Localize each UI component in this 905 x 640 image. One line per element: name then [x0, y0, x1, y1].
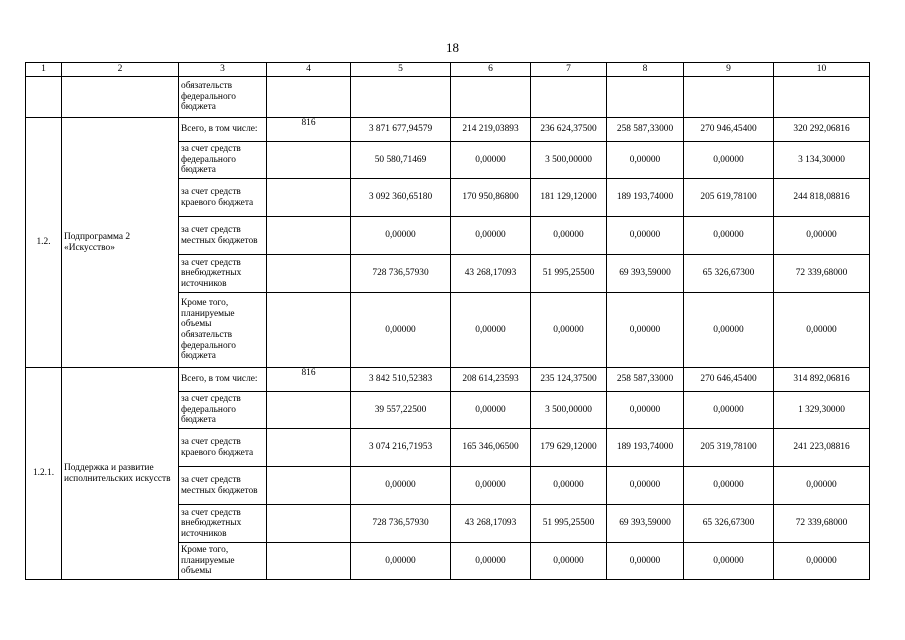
amount-cell: 3 500,00000	[531, 392, 607, 429]
amount-cell: 1 329,30000	[774, 392, 870, 429]
amount-cell: 0,00000	[774, 467, 870, 505]
code-cell	[267, 467, 351, 505]
amount-cell: 728 736,57930	[351, 505, 451, 543]
amount-cell	[531, 77, 607, 118]
section-id-cell: 1.2.	[26, 118, 62, 368]
amount-cell	[774, 77, 870, 118]
amount-cell: 51 995,25500	[531, 255, 607, 293]
amount-cell: 0,00000	[684, 293, 774, 368]
amount-cell	[684, 77, 774, 118]
amount-cell: 0,00000	[774, 543, 870, 580]
table-row	[26, 77, 870, 118]
table-row	[26, 368, 870, 392]
amount-cell: 0,00000	[351, 467, 451, 505]
amount-cell: 0,00000	[684, 543, 774, 580]
amount-cell: 0,00000	[531, 543, 607, 580]
amount-cell: 65 326,67300	[684, 505, 774, 543]
code-cell	[267, 505, 351, 543]
amount-cell: 51 995,25500	[531, 505, 607, 543]
amount-cell: 0,00000	[774, 293, 870, 368]
amount-cell: 3 134,30000	[774, 142, 870, 179]
amount-cell: 189 193,74000	[607, 179, 684, 217]
amount-cell: 179 629,12000	[531, 429, 607, 467]
funding-source-cell: за счет средств федерального бюджета	[179, 142, 267, 179]
code-cell	[267, 217, 351, 255]
amount-cell: 258 587,33000	[607, 368, 684, 392]
code-cell: 816	[267, 368, 351, 392]
code-cell	[267, 293, 351, 368]
funding-source-cell: за счет средств федерального бюджета	[179, 392, 267, 429]
amount-cell: 3 092 360,65180	[351, 179, 451, 217]
funding-source-cell: Всего, в том числе:	[179, 368, 267, 392]
amount-cell: 3 074 216,71953	[351, 429, 451, 467]
section-name-cell: Поддержка и развитие исполнительских искусств	[62, 368, 179, 580]
funding-source-cell: за счет средств внебюджетных источников	[179, 505, 267, 543]
amount-cell: 0,00000	[451, 293, 531, 368]
amount-cell: 0,00000	[451, 543, 531, 580]
code-cell: 816	[267, 118, 351, 142]
code-cell	[267, 255, 351, 293]
code-cell	[267, 429, 351, 467]
amount-cell: 0,00000	[607, 392, 684, 429]
amount-cell: 0,00000	[607, 543, 684, 580]
amount-cell: 0,00000	[684, 142, 774, 179]
code-cell	[267, 77, 351, 118]
amount-cell	[607, 77, 684, 118]
amount-cell: 69 393,59000	[607, 505, 684, 543]
amount-cell: 320 292,06816	[774, 118, 870, 142]
funding-source-cell: за счет средств местных бюджетов	[179, 217, 267, 255]
funding-source-cell: за счет средств краевого бюджета	[179, 429, 267, 467]
amount-cell: 0,00000	[607, 142, 684, 179]
amount-cell: 0,00000	[684, 392, 774, 429]
code-cell	[267, 142, 351, 179]
section-id-cell: 1.2.1.	[26, 368, 62, 580]
funding-source-cell: Всего, в том числе:	[179, 118, 267, 142]
column-header: 2	[62, 63, 179, 77]
amount-cell: 39 557,22500	[351, 392, 451, 429]
funding-source-cell: обязательств федерального бюджета	[179, 77, 267, 118]
column-header: 7	[531, 63, 607, 77]
amount-cell: 3 500,00000	[531, 142, 607, 179]
section-name-cell: Подпрограмма 2 «Искусство»	[62, 118, 179, 368]
amount-cell: 235 124,37500	[531, 368, 607, 392]
amount-cell: 181 129,12000	[531, 179, 607, 217]
code-cell	[267, 179, 351, 217]
amount-cell: 65 326,67300	[684, 255, 774, 293]
column-header: 10	[774, 63, 870, 77]
amount-cell: 165 346,06500	[451, 429, 531, 467]
amount-cell: 258 587,33000	[607, 118, 684, 142]
amount-cell: 0,00000	[351, 293, 451, 368]
amount-cell: 170 950,86800	[451, 179, 531, 217]
amount-cell: 69 393,59000	[607, 255, 684, 293]
amount-cell: 72 339,68000	[774, 255, 870, 293]
amount-cell: 0,00000	[531, 293, 607, 368]
code-cell	[267, 543, 351, 580]
amount-cell: 0,00000	[531, 467, 607, 505]
amount-cell: 314 892,06816	[774, 368, 870, 392]
amount-cell: 728 736,57930	[351, 255, 451, 293]
funding-source-cell: Кроме того, планируемые объемы	[179, 543, 267, 580]
amount-cell: 0,00000	[351, 217, 451, 255]
amount-cell: 0,00000	[607, 293, 684, 368]
funding-source-cell: за счет средств внебюджетных источников	[179, 255, 267, 293]
column-header: 6	[451, 63, 531, 77]
amount-cell: 270 946,45400	[684, 118, 774, 142]
amount-cell: 244 818,08816	[774, 179, 870, 217]
amount-cell: 270 646,45400	[684, 368, 774, 392]
funding-source-cell: за счет средств краевого бюджета	[179, 179, 267, 217]
amount-cell: 0,00000	[351, 543, 451, 580]
amount-cell: 0,00000	[451, 142, 531, 179]
funding-source-cell: за счет средств местных бюджетов	[179, 467, 267, 505]
amount-cell	[451, 77, 531, 118]
amount-cell: 0,00000	[684, 467, 774, 505]
amount-cell: 205 619,78100	[684, 179, 774, 217]
amount-cell: 43 268,17093	[451, 505, 531, 543]
table-header-row	[26, 63, 870, 77]
amount-cell: 241 223,08816	[774, 429, 870, 467]
column-header: 3	[179, 63, 267, 77]
amount-cell: 0,00000	[451, 217, 531, 255]
budget-table	[25, 62, 870, 580]
amount-cell: 0,00000	[607, 467, 684, 505]
row-id-cell	[26, 77, 62, 118]
amount-cell: 43 268,17093	[451, 255, 531, 293]
amount-cell: 189 193,74000	[607, 429, 684, 467]
amount-cell: 236 624,37500	[531, 118, 607, 142]
amount-cell: 208 614,23593	[451, 368, 531, 392]
amount-cell: 3 871 677,94579	[351, 118, 451, 142]
column-header: 5	[351, 63, 451, 77]
column-header: 8	[607, 63, 684, 77]
amount-cell: 50 580,71469	[351, 142, 451, 179]
table-row	[26, 118, 870, 142]
funding-source-cell: Кроме того, планируемые объемы обязательств федерального бюджета	[179, 293, 267, 368]
column-header: 1	[26, 63, 62, 77]
amount-cell	[351, 77, 451, 118]
amount-cell: 3 842 510,52383	[351, 368, 451, 392]
column-header: 9	[684, 63, 774, 77]
page-number: 18	[446, 40, 459, 55]
column-header: 4	[267, 63, 351, 77]
amount-cell: 214 219,03893	[451, 118, 531, 142]
amount-cell: 0,00000	[774, 217, 870, 255]
amount-cell: 0,00000	[607, 217, 684, 255]
amount-cell: 0,00000	[531, 217, 607, 255]
amount-cell: 0,00000	[451, 467, 531, 505]
row-name-cell	[62, 77, 179, 118]
amount-cell: 0,00000	[684, 217, 774, 255]
amount-cell: 0,00000	[451, 392, 531, 429]
amount-cell: 205 319,78100	[684, 429, 774, 467]
code-cell	[267, 392, 351, 429]
amount-cell: 72 339,68000	[774, 505, 870, 543]
